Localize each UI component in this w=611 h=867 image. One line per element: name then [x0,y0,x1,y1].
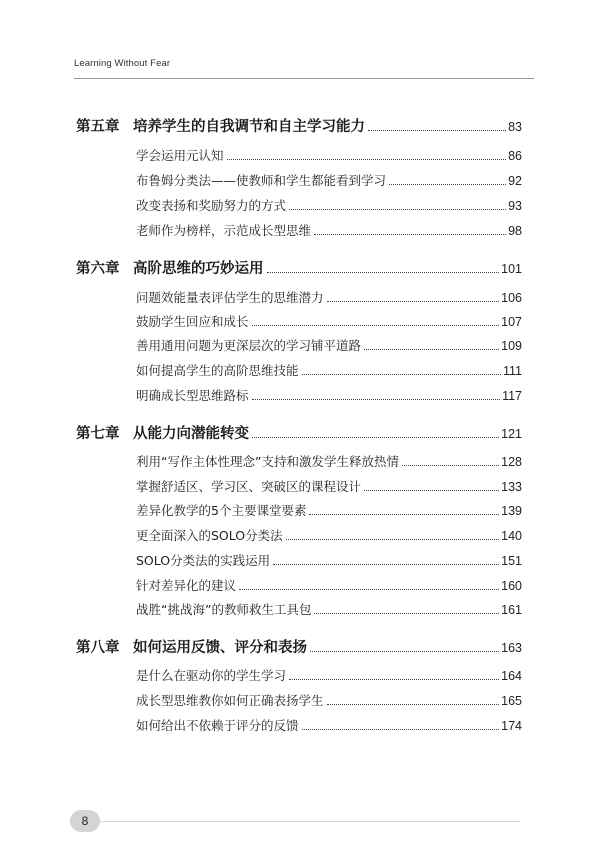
toc-section-entry[interactable] [136,387,522,405]
dot-leader [368,130,506,131]
toc-page-number: 140 [501,529,522,543]
toc-section-entry[interactable] [136,527,522,545]
toc-section-entry[interactable] [136,577,522,595]
toc-section-entry[interactable] [136,453,522,471]
section-title: 针对差异化的建议 [136,578,237,593]
toc-chapter-entry[interactable] [76,118,522,136]
toc-page-number: 107 [501,315,522,329]
section-title: 改变表扬和奖励努力的方式 [136,198,287,213]
toc-page-number: 163 [501,641,522,655]
toc-page-number: 164 [501,669,522,683]
dot-leader [289,679,499,680]
toc-page-number: 133 [501,480,522,494]
toc-section-entry[interactable] [136,172,522,190]
section-title: 是什么在驱动你的学生学习 [136,668,287,683]
toc-chapter-entry[interactable] [76,639,522,657]
toc-page-number: 83 [508,120,522,134]
dot-leader [267,272,500,273]
toc-page-number: 111 [502,364,522,378]
toc-section-entry[interactable] [136,478,522,496]
dot-leader [252,437,499,438]
toc-page-number: 160 [501,579,522,593]
chapter-number: 第七章 [76,425,120,442]
chapter-number: 第六章 [76,260,120,277]
dot-leader [252,325,500,326]
section-title: 老师作为榜样，示范成长型思维 [136,223,312,238]
toc-chapter-entry[interactable] [76,425,522,443]
section-title: 更全面深入的SOLO分类法 [136,528,283,543]
toc-section-entry[interactable] [136,147,522,165]
section-title: 鼓励学生回应和成长 [136,314,249,329]
section-title: 善用通用问题为更深层次的学习铺平道路 [136,338,362,353]
toc-section-entry[interactable] [136,692,522,710]
chapter-title: 如何运用反馈、评分和表扬 [133,639,307,656]
chapter-title: 从能力向潜能转变 [133,425,249,442]
dot-leader [402,465,499,466]
toc-page-number: 161 [501,603,522,617]
dot-leader [302,729,500,730]
dot-leader [364,490,499,491]
section-title: 问题效能量表评估学生的思维潜力 [136,290,324,305]
running-header: Learning Without Fear [74,58,171,69]
toc-section-entry[interactable] [136,667,522,685]
toc-page-number: 101 [501,262,522,276]
section-title: SOLO分类法的实践运用 [136,553,271,568]
chapter-title: 高阶思维的巧妙运用 [133,260,264,277]
dot-leader [309,514,499,515]
toc-section-entry[interactable] [136,197,522,215]
chapter-number: 第五章 [76,118,120,135]
toc-page-number: 139 [501,504,522,518]
section-title: 如何给出不依赖于评分的反馈 [136,718,299,733]
toc-page-number: 165 [501,694,522,708]
toc-page-number: 174 [501,719,522,733]
section-title: 成长型思维教你如何正确表扬学生 [136,693,324,708]
header-rule [74,78,534,79]
dot-leader [286,539,500,540]
toc-page-number: 92 [508,174,522,188]
toc-page-number: 109 [501,339,522,353]
dot-leader [239,589,499,590]
section-title: 掌握舒适区、学习区、突破区的课程设计 [136,479,362,494]
toc-section-entry[interactable] [136,601,522,619]
page-number-badge: 8 [70,810,100,832]
toc-section-entry[interactable] [136,552,522,570]
dot-leader [314,613,499,614]
section-title: 如何提高学生的高阶思维技能 [136,363,299,378]
section-title: 利用“写作主体性理念”支持和激发学生释放热情 [136,454,399,469]
dot-leader [227,159,507,160]
toc-page-number: 106 [501,291,522,305]
toc-section-entry[interactable] [136,502,522,520]
toc-section-entry[interactable] [136,362,522,380]
dot-leader [289,209,506,210]
toc-chapter-entry[interactable] [76,260,522,278]
toc-page-number: 117 [502,389,522,403]
toc-page-number: 121 [501,427,522,441]
dot-leader [327,704,500,705]
dot-leader [302,374,501,375]
chapter-number: 第八章 [76,639,120,656]
toc-section-entry[interactable] [136,717,522,735]
toc-page-number: 93 [508,199,522,213]
footer-rule [100,821,520,822]
dot-leader [389,184,506,185]
dot-leader [327,301,500,302]
toc-section-entry[interactable] [136,222,522,240]
toc-page-number: 128 [501,455,522,469]
section-title: 明确成长型思维路标 [136,388,249,403]
dot-leader [252,399,501,400]
toc-page-number: 151 [501,554,522,568]
toc-section-entry[interactable] [136,289,522,307]
dot-leader [364,349,499,350]
section-title: 战胜“挑战海”的教师救生工具包 [136,602,312,617]
dot-leader [273,564,499,565]
section-title: 差异化教学的5个主要课堂要素 [136,503,307,518]
toc-section-entry[interactable] [136,313,522,331]
dot-leader [310,651,499,652]
dot-leader [314,234,506,235]
toc-section-entry[interactable] [136,337,522,355]
chapter-title: 培养学生的自我调节和自主学习能力 [133,118,365,135]
section-title: 学会运用元认知 [136,148,224,163]
section-title: 布鲁姆分类法——使教师和学生都能看到学习 [136,173,387,188]
toc-page-number: 98 [508,224,522,238]
toc-page-number: 86 [508,149,522,163]
